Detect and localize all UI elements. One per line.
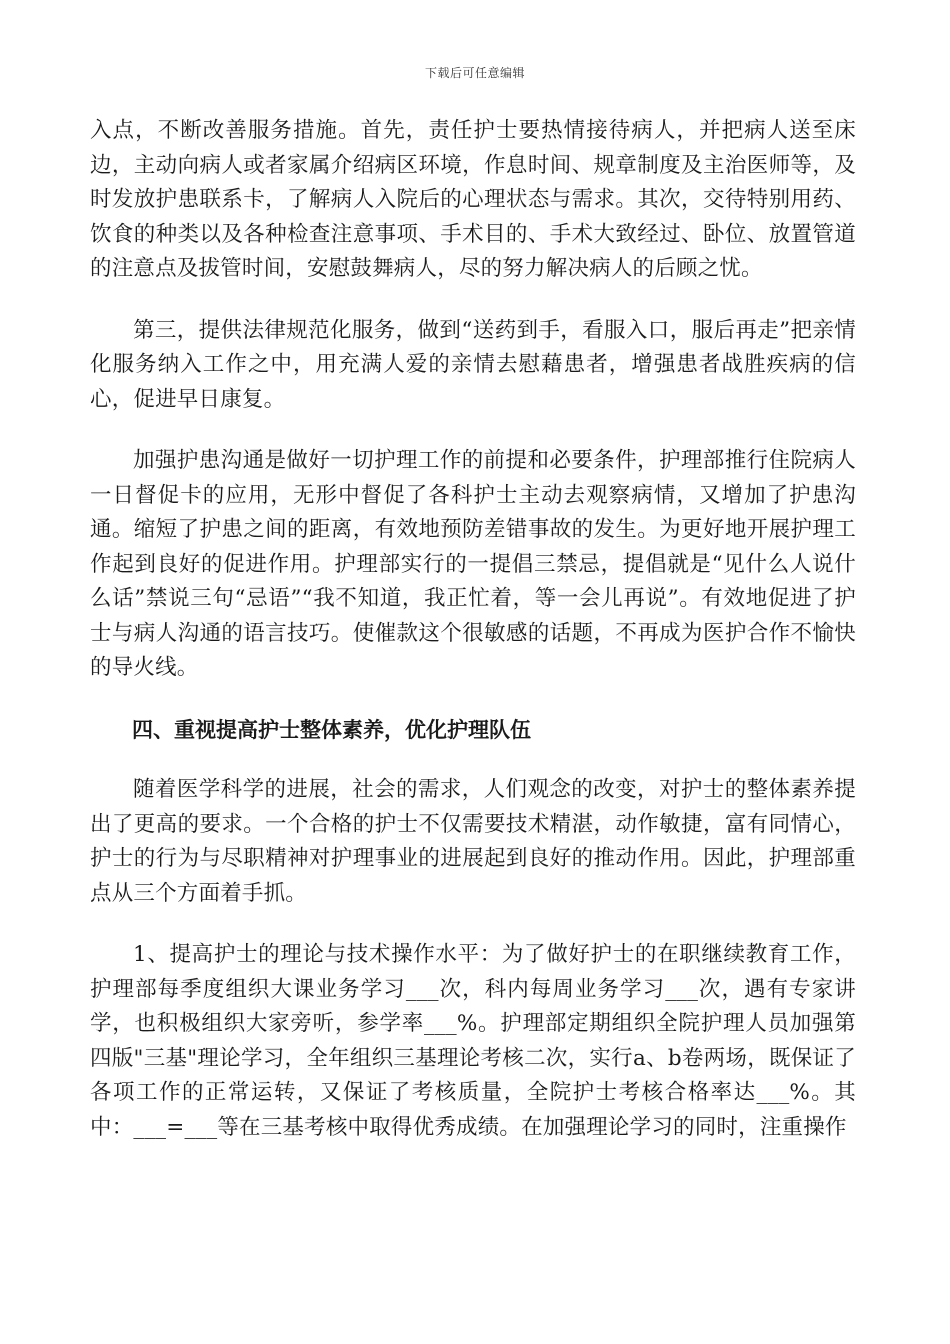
paragraph-communication: 加强护患沟通是做好一切护理工作的前提和必要条件，护理部推行住院病人一日督促卡的应用，无形中督促了各科护士主动去观察病情，又增加了护患沟通。缩短了护患之间的距离，有效地预防差错事故的发生。为更好地开展护理工作起到良好的促进作用。护理部实行的一提倡三禁忌，提倡就是“见什么人说什么话”禁说三句“忌语”“我不知道，我正忙着，等一会儿再说”。有效地促进了护士与病人沟通的语言技巧。使催款这个很敏感的话题，不再成为医护合作不愉快的导火线。 (90, 448, 856, 680)
document-body (90, 114, 856, 1172)
page-header-note: 下载后可任意编辑 (424, 66, 525, 80)
paragraph-service-measures: 入点，不断改善服务措施。首先，责任护士要热情接待病人，并把病人送至床边，主动向病人或者家属介绍病区环境，作息时间、规章制度及主治医师等，及时发放护患联系卡，了解病人入院后的心理状态与需求。其次，交待特别用药、饮食的种类以及各种检查注意事项、手术目的、手术大致经过、卧位、放置管道的注意点及拔管时间，安慰鼓舞病人，尽的努力解决病人的后顾之忧。 (90, 118, 856, 281)
section-heading: 四、重视提高护士整体素养，优化护理队伍 (132, 717, 531, 742)
paragraph-training: 1、提高护士的理论与技术操作水平：为了做好护士的在职继续教育工作，护理部每季度组织大课业务学习___次，科内每周业务学习___次，遇有专家讲学，也积极组织大家旁听，参学率___%。护理部定期组织全院护理人员加强第四版"三基"理论学习，全年组织三基理论考核二次，实行a、b卷两场，既保证了各项工作的正常运转，又保证了考核质量，全院护士考核合格率达___%。其中：___=___等在三基考核中取得优秀成绩。在加强理论学习的同时，注重操作 (90, 942, 856, 1140)
paragraph-quality-intro: 随着医学科学的进展，社会的需求，人们观念的改变，对护士的整体素养提出了更高的要求。一个合格的护士不仅需要技术精湛，动作敏捷，富有同情心，护士的行为与尽职精神对护理事业的进展起到良好的推动作用。因此，护理部重点从三个方面着手抓。 (90, 777, 856, 906)
paragraph-legal-service: 第三，提供法律规范化服务，做到“送药到手，看服入口，服后再走”把亲情化服务纳入工作之中，用充满人爱的亲情去慰藉患者，增强患者战胜疾病的信心，促进早日康复。 (90, 317, 856, 412)
